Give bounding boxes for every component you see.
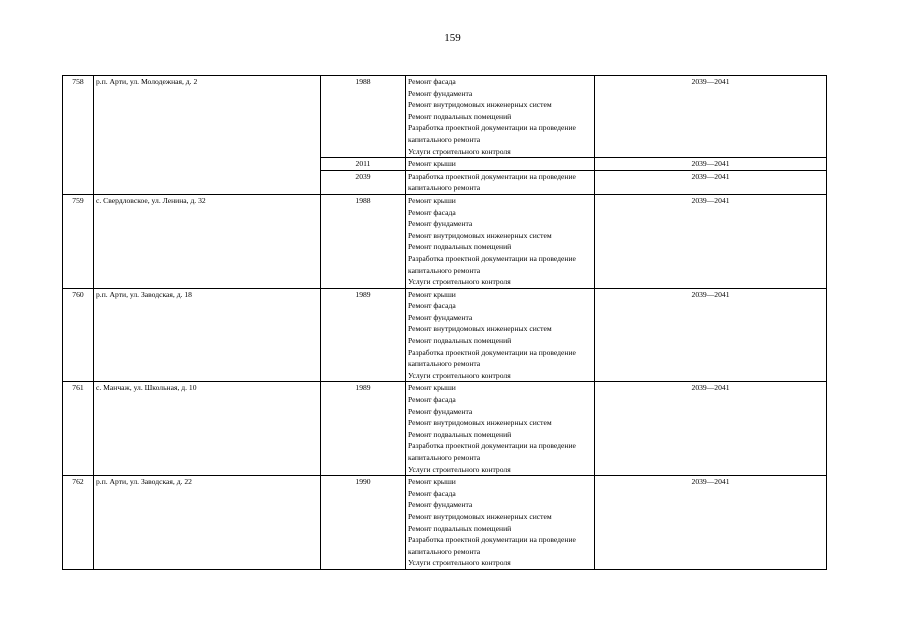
year-cell: 1989 — [321, 288, 406, 382]
address-cell: р.п. Арти, ул. Заводская, д. 22 — [94, 476, 321, 570]
year-cell: 1990 — [321, 476, 406, 570]
year-cell: 1988 — [321, 76, 406, 158]
works-cell — [406, 382, 595, 476]
work-item: Ремонт крыши — [408, 195, 456, 205]
work-item: Разработка проектной документации на проведение капитального ремонта — [408, 535, 576, 556]
address-cell: р.п. Арти, ул. Молодежная, д. 2 — [94, 76, 321, 195]
work-item: Ремонт внутридомовых инженерных систем — [408, 324, 552, 334]
work-item: Ремонт фасада — [408, 207, 456, 217]
works-cell — [406, 194, 595, 288]
work-item: Ремонт подвальных помещений — [408, 242, 512, 252]
work-item: Ремонт внутридомовых инженерных систем — [408, 230, 552, 240]
address-cell: с. Манчаж, ул. Школьная, д. 10 — [94, 382, 321, 476]
year-cell: 1989 — [321, 382, 406, 476]
work-item: Ремонт фасада — [408, 395, 456, 405]
table-row — [63, 288, 827, 382]
period-cell: 2039—2041 — [595, 158, 827, 171]
works-cell — [406, 158, 595, 171]
work-item: Услуги строительного контроля — [408, 146, 511, 156]
repair-schedule-table — [62, 75, 827, 570]
address-cell: с. Свердловское, ул. Ленина, д. 32 — [94, 194, 321, 288]
work-item: Ремонт фундамента — [408, 88, 473, 98]
work-item: Разработка проектной документации на проведение капитального ремонта — [408, 253, 576, 275]
works-cell — [406, 170, 595, 194]
work-item: Ремонт внутридомовых инженерных систем — [408, 100, 552, 110]
row-number: 759 — [63, 194, 94, 288]
table-row — [63, 194, 827, 288]
table-body — [63, 76, 827, 570]
work-item: Ремонт подвальных помещений — [408, 111, 512, 121]
period-cell: 2039—2041 — [595, 382, 827, 476]
works-cell — [406, 288, 595, 382]
works-cell — [406, 76, 595, 158]
work-item: Ремонт фундамента — [408, 500, 473, 510]
work-item: Ремонт крыши — [408, 159, 456, 169]
work-item: Ремонт фундамента — [408, 219, 473, 229]
work-item: Ремонт внутридомовых инженерных систем — [408, 511, 552, 521]
work-item: Ремонт фасада — [408, 301, 456, 311]
work-item: Ремонт подвальных помещений — [408, 336, 512, 346]
period-cell: 2039—2041 — [595, 194, 827, 288]
year-cell: 2011 — [321, 158, 406, 171]
work-item: Услуги строительного контроля — [408, 277, 511, 287]
work-item: Разработка проектной документации на проведение капитального ремонта — [408, 171, 576, 193]
work-item: Ремонт крыши — [408, 289, 456, 299]
works-cell — [406, 476, 595, 570]
work-item: Ремонт фундамента — [408, 406, 473, 416]
period-cell: 2039—2041 — [595, 76, 827, 158]
work-item: Услуги строительного контроля — [408, 464, 511, 474]
page-number: 159 — [444, 32, 461, 44]
period-cell: 2039—2041 — [595, 476, 827, 570]
work-item: Ремонт фасада — [408, 77, 456, 86]
work-item: Ремонт фасада — [408, 488, 456, 498]
work-item: Ремонт фундамента — [408, 312, 473, 322]
work-item: Ремонт крыши — [408, 383, 456, 393]
period-cell: 2039—2041 — [595, 288, 827, 382]
row-number: 762 — [63, 476, 94, 570]
table-row — [63, 76, 827, 158]
work-item: Услуги строительного контроля — [408, 558, 511, 568]
year-cell: 1988 — [321, 194, 406, 288]
address-cell: р.п. Арти, ул. Заводская, д. 18 — [94, 288, 321, 382]
row-number: 760 — [63, 288, 94, 382]
work-item: Разработка проектной документации на проведение капитального ремонта — [408, 347, 576, 369]
work-item: Ремонт подвальных помещений — [408, 429, 512, 439]
work-item: Разработка проектной документации на проведение капитального ремонта — [408, 123, 576, 144]
row-number: 758 — [63, 76, 94, 195]
row-number: 761 — [63, 382, 94, 476]
work-item: Ремонт крыши — [408, 477, 456, 487]
period-cell: 2039—2041 — [595, 170, 827, 194]
table-row — [63, 382, 827, 476]
year-cell: 2039 — [321, 170, 406, 194]
work-item: Ремонт подвальных помещений — [408, 523, 512, 533]
table-row — [63, 476, 827, 570]
work-item: Разработка проектной документации на проведение капитального ремонта — [408, 441, 576, 462]
work-item: Ремонт внутридомовых инженерных систем — [408, 418, 552, 428]
work-item: Услуги строительного контроля — [408, 370, 511, 380]
